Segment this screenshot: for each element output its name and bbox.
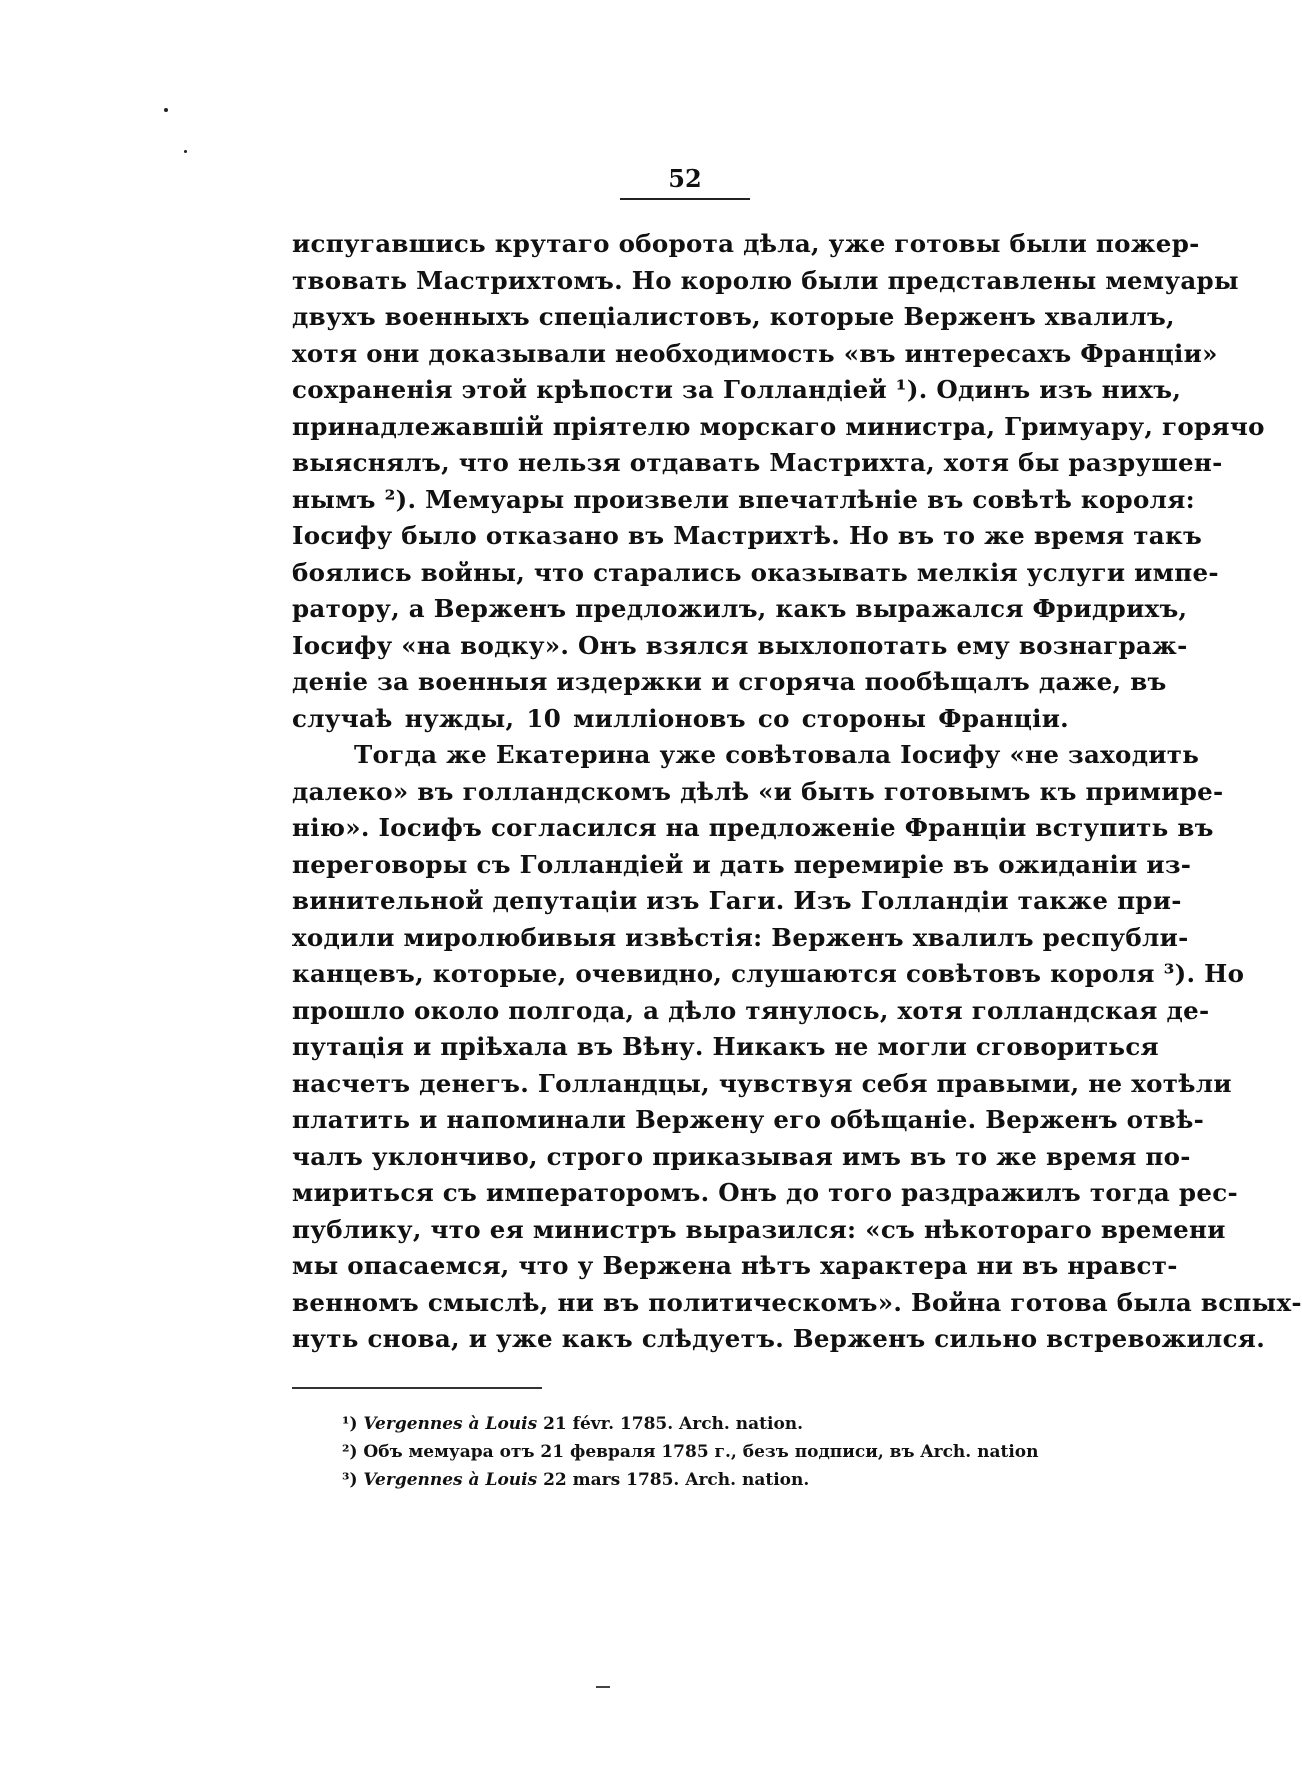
text-line: путація и пріѣхала въ Вѣну. Никакъ не могли сговориться [292, 1032, 1159, 1061]
text-line: канцевъ, которые, очевидно, слушаются совѣтовъ короля ³). Но [292, 959, 1245, 988]
text-line: двухъ военныхъ спеціалистовъ, которые Верженъ хвалилъ, [292, 302, 1175, 331]
text-line: далеко» въ голландскомъ дѣлѣ «и быть готовымъ къ примире- [292, 776, 1224, 806]
footnote-mark: ²) [342, 1442, 358, 1462]
footnote [342, 1466, 1072, 1494]
text-line: Тогда же Екатерина уже совѣтовала Іосифу «не заходить [354, 740, 1200, 769]
text-line: хотя они доказывали необходимость «въ интересахъ Франціи» [292, 338, 1218, 368]
footnote-author: Vergennes à Louis [363, 1414, 538, 1434]
text-line: мириться съ императоромъ. Онъ до того раздражилъ тогда рес- [292, 1178, 1238, 1207]
text-line: твовать Мастрихтомъ. Но королю были представлены мемуары [292, 265, 1239, 295]
page-number-rule [620, 198, 750, 200]
scan-speck [164, 108, 168, 112]
footnote-author: Vergennes à Louis [363, 1470, 538, 1490]
text-line: принадлежавшій пріятелю морскаго министра, Гримуару, горячо [292, 411, 1265, 441]
text-line: испугавшись крутаго оборота дѣла, уже готовы были пожер- [292, 229, 1200, 258]
text-line: венномъ смыслѣ, ни въ политическомъ». Война готова была вспых- [292, 1287, 1302, 1317]
text-line: Іосифу было отказано въ Мастрихтѣ. Но въ то же время такъ [292, 521, 1203, 550]
page-number: 52 [668, 164, 702, 193]
text-line: нуть снова, и уже какъ слѣдуетъ. Верженъ сильно встревожился. [292, 1324, 1266, 1353]
footnote-text: 21 févr. 1785. Arch. nation. [543, 1414, 804, 1434]
footnote [342, 1410, 1072, 1438]
footnote-mark: ³) [342, 1470, 358, 1490]
text-line: чалъ уклончиво, строго приказывая имъ въ то же время по- [292, 1141, 1191, 1171]
bottom-mark [596, 1686, 610, 1688]
scan-speck [184, 150, 187, 153]
text-line: прошло около полгода, а дѣло тянулось, хотя голландская де- [292, 995, 1210, 1025]
text-line: нію». Іосифъ согласился на предложеніе Франціи вступить въ [292, 813, 1214, 842]
footnote-separator [292, 1387, 542, 1389]
text-line: насчетъ денегъ. Голландцы, чувствуя себя правыми, не хотѣли [292, 1068, 1232, 1098]
text-line: выяснялъ, что нельзя отдавать Мастрихта, хотя бы разрушен- [292, 448, 1223, 477]
text-line: случаѣ нужды, 10 милліоновъ со стороны Франціи. [292, 703, 1069, 733]
text-line: боялись войны, что старались оказывать мелкія услуги импе- [292, 557, 1219, 587]
text-line: ратору, а Верженъ предложилъ, какъ выражался Фридрихъ, [292, 594, 1188, 623]
body-text [292, 226, 1302, 1358]
text-line: винительной депутаціи изъ Гаги. Изъ Голландіи также при- [292, 886, 1182, 915]
footnote-text: 22 mars 1785. Arch. nation. [543, 1470, 810, 1490]
footnotes [342, 1410, 1072, 1494]
footnote-mark: ¹) [342, 1414, 358, 1434]
text-line: нымъ ²). Мемуары произвели впечатлѣніе въ совѣтѣ короля: [292, 484, 1195, 514]
text-line: ходили миролюбивыя извѣстія: Верженъ хвалилъ республи- [292, 922, 1189, 952]
text-line: платить и напоминали Вержену его обѣщаніе. Верженъ отвѣ- [292, 1105, 1205, 1134]
footnote-text: Объ мемуара отъ 21 февраля 1785 г., безъ подписи, въ Arch. nation [363, 1442, 1039, 1462]
text-line: Іосифу «на водку». Онъ взялся выхлопотать ему вознаграж- [292, 630, 1188, 660]
text-line: деніе за военныя издержки и сгоряча пообѣщалъ даже, въ [292, 667, 1167, 696]
text-line: публику, что ея министръ выразился: «съ нѣкотораго времени [292, 1214, 1226, 1244]
text-line: переговоры съ Голландіей и дать перемиріе въ ожиданіи из- [292, 849, 1192, 879]
footnote [342, 1438, 1072, 1466]
text-line: сохраненія этой крѣпости за Голландіей ¹). Одинъ изъ нихъ, [292, 375, 1182, 404]
text-line: мы опасаемся, что у Вержена нѣтъ характера ни въ нравст- [292, 1251, 1178, 1280]
